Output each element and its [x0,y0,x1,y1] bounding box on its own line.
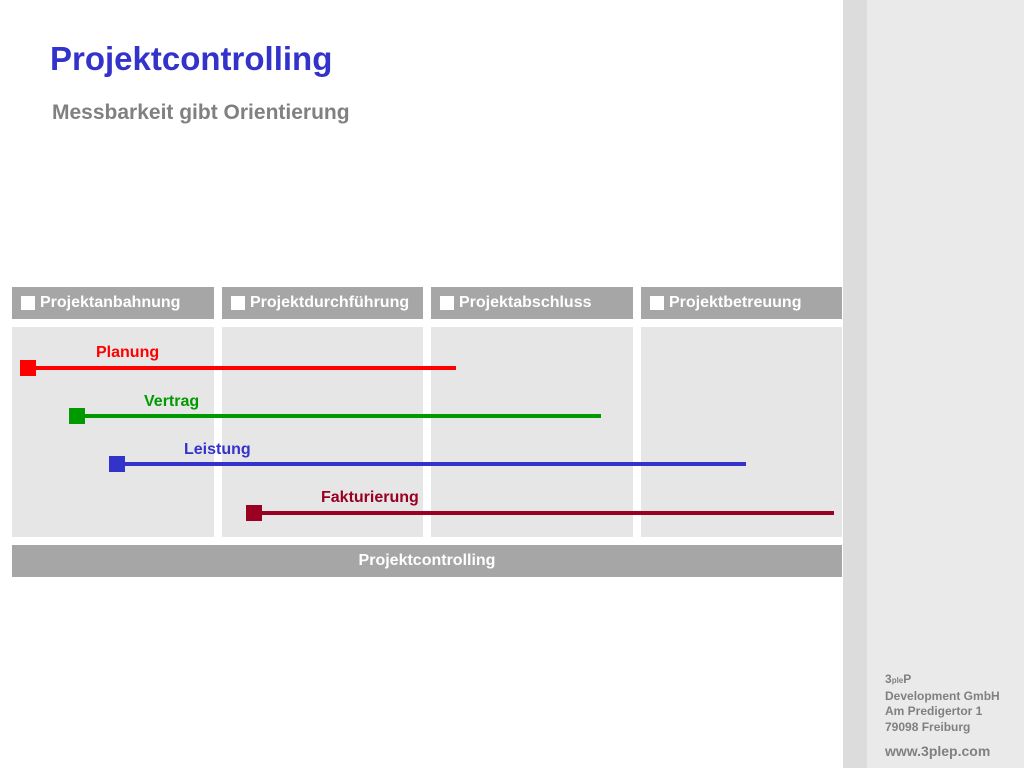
slide-subtitle: Messbarkeit gibt Orientierung [52,101,350,124]
track-fakturierung [246,505,834,521]
track-start-marker [20,360,36,376]
phase-label: Projektdurchführung [250,294,410,311]
company-street: Am Predigertor 1 [885,704,983,718]
company-logo-text: 3pleP [885,672,912,686]
phase-label: Projektanbahnung [40,294,181,311]
company-address [885,672,1000,735]
track-start-marker [246,505,262,521]
track-label-vertrag: Vertrag [144,393,200,410]
controlling-bar [12,545,842,577]
company-city: 79098 Freiburg [885,719,971,734]
track-start-marker [109,456,125,472]
slide-title: Projektcontrolling [50,40,333,77]
track-label-fakturierung: Fakturierung [321,489,419,506]
track-label-leistung: Leistung [184,441,251,458]
track-start-marker [69,408,85,424]
phase-label: Projektbetreuung [669,294,802,311]
controlling-bar-label: Projektcontrolling [358,552,496,569]
company-website-link[interactable]: www.3plep.com [885,743,991,759]
phase-label: Projektabschluss [459,294,592,311]
track-planung [20,360,456,376]
company-name: Development GmbH [885,688,1000,703]
track-label-planung: Planung [96,344,160,361]
